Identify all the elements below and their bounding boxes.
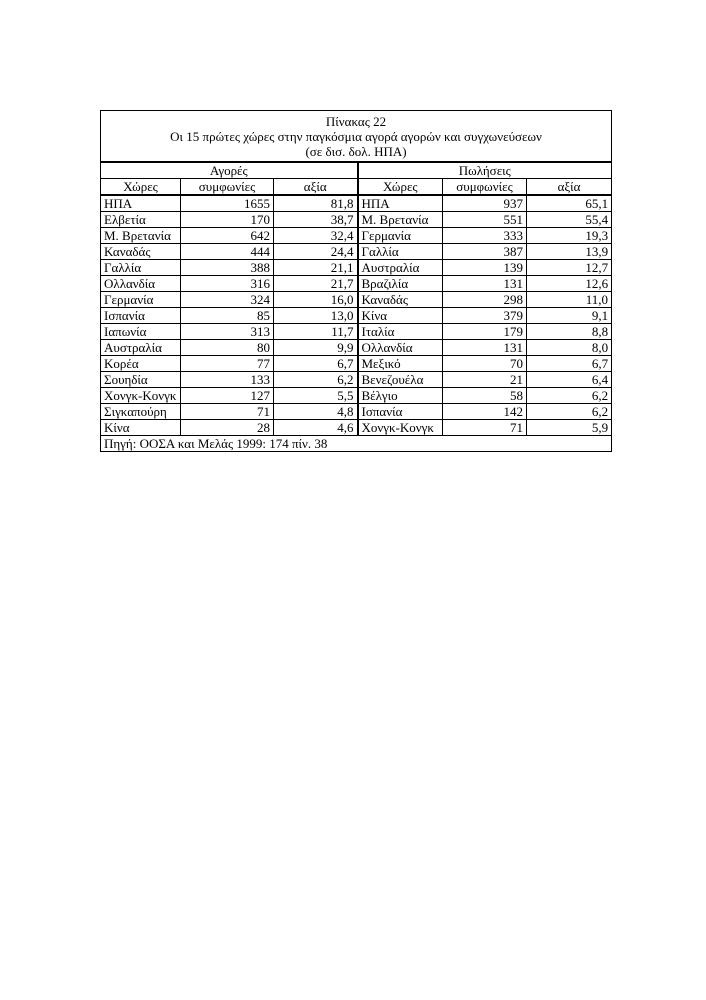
sales-deals-cell: 379 <box>443 308 527 324</box>
purchases-deals-cell: 324 <box>181 292 274 308</box>
purchases-country-cell: Καναδάς <box>101 244 181 260</box>
sales-deals-cell: 139 <box>443 260 527 276</box>
sales-country-cell: ΗΠΑ <box>358 195 443 212</box>
purchases-country-cell: Κορέα <box>101 356 181 372</box>
sales-country-cell: Βέλγιο <box>358 388 443 404</box>
table-row <box>101 244 612 260</box>
purchases-country-cell: Σιγκαπούρη <box>101 404 181 420</box>
purchases-value-header: αξία <box>274 179 358 196</box>
table-number: Πίνακας 22 <box>325 114 387 129</box>
table-caption <box>101 111 612 163</box>
caption-row <box>101 111 612 163</box>
sales-value-cell: 11,0 <box>527 292 612 308</box>
purchases-value-cell: 6,2 <box>274 372 358 388</box>
sales-value-header: αξία <box>527 179 612 196</box>
table-row <box>101 195 612 212</box>
table-row <box>101 420 612 436</box>
purchases-country-cell: ΗΠΑ <box>101 195 181 212</box>
purchases-deals-cell: 170 <box>181 212 274 228</box>
purchases-value-cell: 11,7 <box>274 324 358 340</box>
purchases-country-cell: Σουηδία <box>101 372 181 388</box>
sales-country-cell: Γαλλία <box>358 244 443 260</box>
sales-value-cell: 55,4 <box>527 212 612 228</box>
purchases-deals-cell: 28 <box>181 420 274 436</box>
sales-value-cell: 6,7 <box>527 356 612 372</box>
sales-deals-cell: 179 <box>443 324 527 340</box>
sales-value-cell: 13,9 <box>527 244 612 260</box>
sales-deals-cell: 58 <box>443 388 527 404</box>
table-units: (σε δισ. δολ. ΗΠΑ) <box>305 144 407 159</box>
sales-country-cell: Βραζιλία <box>358 276 443 292</box>
purchases-deals-cell: 127 <box>181 388 274 404</box>
sales-country-header: Χώρες <box>358 179 443 196</box>
table-row <box>101 212 612 228</box>
table-row <box>101 292 612 308</box>
purchases-value-cell: 4,8 <box>274 404 358 420</box>
purchases-country-header: Χώρες <box>101 179 181 196</box>
mergers-acquisitions-table <box>100 110 612 452</box>
purchases-deals-cell: 1655 <box>181 195 274 212</box>
sales-country-cell: Βενεζουέλα <box>358 372 443 388</box>
purchases-country-cell: Μ. Βρετανία <box>101 228 181 244</box>
purchases-country-cell: Ισπανία <box>101 308 181 324</box>
sales-country-cell: Ιταλία <box>358 324 443 340</box>
table-row <box>101 276 612 292</box>
purchases-country-cell: Ολλανδία <box>101 276 181 292</box>
sales-header: Πωλήσεις <box>358 162 612 179</box>
purchases-country-cell: Ελβετία <box>101 212 181 228</box>
sales-value-cell: 6,2 <box>527 388 612 404</box>
purchases-value-cell: 4,6 <box>274 420 358 436</box>
purchases-value-cell: 16,0 <box>274 292 358 308</box>
table-row <box>101 340 612 356</box>
table-row <box>101 404 612 420</box>
sales-deals-cell: 937 <box>443 195 527 212</box>
purchases-value-cell: 32,4 <box>274 228 358 244</box>
purchases-deals-cell: 133 <box>181 372 274 388</box>
purchases-deals-cell: 77 <box>181 356 274 372</box>
table-row <box>101 308 612 324</box>
sales-deals-cell: 70 <box>443 356 527 372</box>
purchases-value-cell: 38,7 <box>274 212 358 228</box>
sales-value-cell: 6,4 <box>527 372 612 388</box>
purchases-deals-cell: 71 <box>181 404 274 420</box>
table-row <box>101 372 612 388</box>
sales-deals-cell: 333 <box>443 228 527 244</box>
sales-country-cell: Χονγκ-Κονγκ <box>358 420 443 436</box>
table-title: Οι 15 πρώτες χώρες στην παγκόσμια αγορά αγορών και συγχωνεύσεων <box>170 129 542 144</box>
sales-deals-cell: 142 <box>443 404 527 420</box>
source-note: Πηγή: ΟΟΣΑ και Μελάς 1999: 174 πίν. 38 <box>101 436 612 452</box>
purchases-deals-cell: 313 <box>181 324 274 340</box>
sales-value-cell: 9,1 <box>527 308 612 324</box>
purchases-deals-cell: 642 <box>181 228 274 244</box>
sales-deals-header: συμφωνίες <box>443 179 527 196</box>
sales-value-cell: 19,3 <box>527 228 612 244</box>
sales-value-cell: 6,2 <box>527 404 612 420</box>
purchases-country-cell: Γερμανία <box>101 292 181 308</box>
source-row <box>101 436 612 452</box>
table-row <box>101 228 612 244</box>
sales-value-cell: 8,0 <box>527 340 612 356</box>
sales-country-cell: Κίνα <box>358 308 443 324</box>
sales-country-cell: Μεξικό <box>358 356 443 372</box>
sales-value-cell: 12,7 <box>527 260 612 276</box>
group-header-row <box>101 162 612 179</box>
purchases-value-cell: 13,0 <box>274 308 358 324</box>
purchases-value-cell: 21,7 <box>274 276 358 292</box>
sales-deals-cell: 131 <box>443 340 527 356</box>
purchases-country-cell: Χονγκ-Κονγκ <box>101 388 181 404</box>
purchases-country-cell: Αυστραλία <box>101 340 181 356</box>
purchases-deals-cell: 388 <box>181 260 274 276</box>
purchases-country-cell: Γαλλία <box>101 260 181 276</box>
sales-deals-cell: 131 <box>443 276 527 292</box>
purchases-value-cell: 6,7 <box>274 356 358 372</box>
table-row <box>101 356 612 372</box>
purchases-deals-header: συμφωνίες <box>181 179 274 196</box>
table-row <box>101 324 612 340</box>
sales-deals-cell: 387 <box>443 244 527 260</box>
purchases-value-cell: 81,8 <box>274 195 358 212</box>
purchases-deals-cell: 444 <box>181 244 274 260</box>
sales-deals-cell: 21 <box>443 372 527 388</box>
sales-value-cell: 12,6 <box>527 276 612 292</box>
sales-deals-cell: 551 <box>443 212 527 228</box>
sales-country-cell: Ισπανία <box>358 404 443 420</box>
purchases-country-cell: Κίνα <box>101 420 181 436</box>
sales-value-cell: 5,9 <box>527 420 612 436</box>
sales-country-cell: Ολλανδία <box>358 340 443 356</box>
sales-deals-cell: 71 <box>443 420 527 436</box>
sales-value-cell: 8,8 <box>527 324 612 340</box>
purchases-value-cell: 24,4 <box>274 244 358 260</box>
sales-country-cell: Καναδάς <box>358 292 443 308</box>
purchases-country-cell: Ιαπωνία <box>101 324 181 340</box>
purchases-header: Αγορές <box>101 162 358 179</box>
purchases-deals-cell: 80 <box>181 340 274 356</box>
sales-deals-cell: 298 <box>443 292 527 308</box>
sales-country-cell: Αυστραλία <box>358 260 443 276</box>
column-header-row <box>101 179 612 196</box>
table-row <box>101 388 612 404</box>
purchases-value-cell: 21,1 <box>274 260 358 276</box>
table-row <box>101 260 612 276</box>
sales-value-cell: 65,1 <box>527 195 612 212</box>
purchases-value-cell: 5,5 <box>274 388 358 404</box>
purchases-deals-cell: 85 <box>181 308 274 324</box>
purchases-deals-cell: 316 <box>181 276 274 292</box>
purchases-value-cell: 9,9 <box>274 340 358 356</box>
sales-country-cell: Μ. Βρετανία <box>358 212 443 228</box>
sales-country-cell: Γερμανία <box>358 228 443 244</box>
